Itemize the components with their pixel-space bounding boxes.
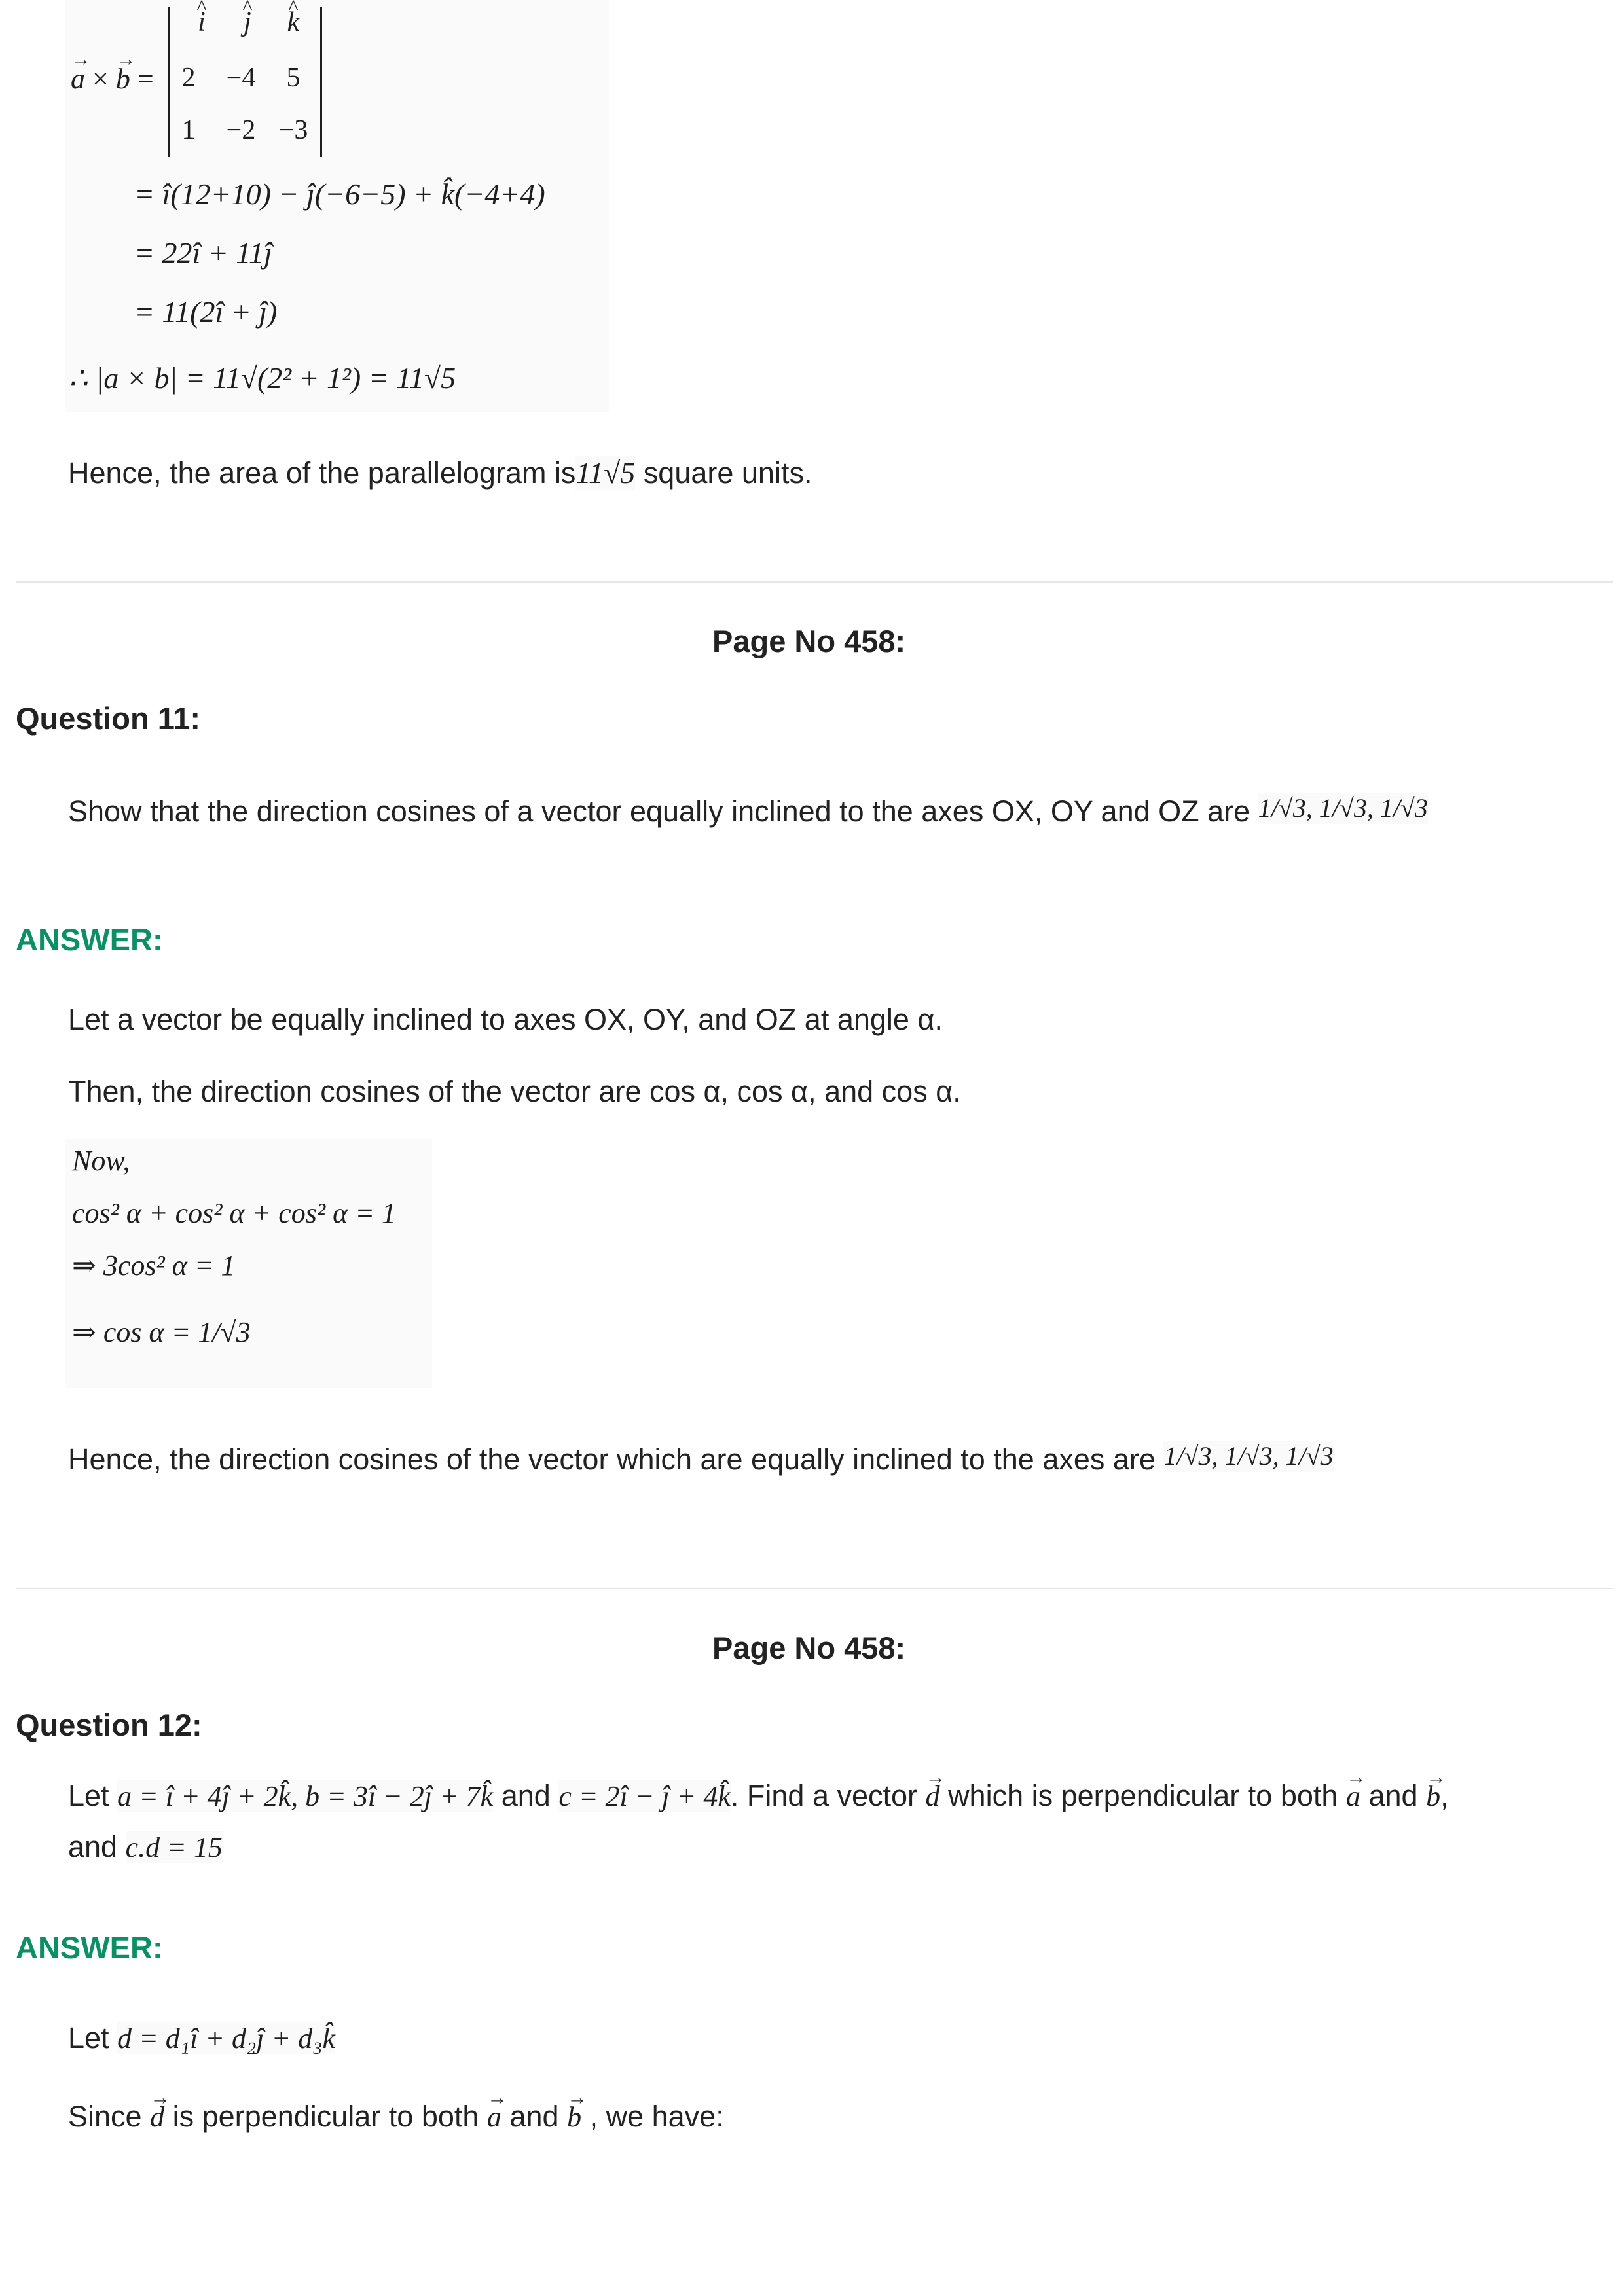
answer-math: → b — [567, 2100, 581, 2135]
step-2: = 22î + 11ĵ — [134, 236, 272, 270]
question-label: Question 11: — [16, 701, 201, 736]
conclusion-math: 1/√3, 1/√3, 1/√3 — [1163, 1441, 1334, 1471]
question-word: and — [68, 1830, 118, 1863]
q11-conclusion — [68, 1442, 1334, 1477]
question-math: c.d = 15 — [125, 1831, 223, 1863]
question-math: c = 2î − ĵ + 4k̂ — [558, 1780, 731, 1812]
question-math: → b — [1426, 1780, 1440, 1814]
step-1: = î(12+10) − ĵ(−6−5) + k̂(−4+4) — [134, 177, 545, 211]
det-cell: −4 — [226, 63, 256, 93]
question-text-line2 — [68, 1829, 223, 1865]
det-row-3 — [169, 115, 319, 160]
det-cell: 1 — [181, 115, 196, 145]
question-word: and — [1368, 1779, 1418, 1812]
det-cell-j: ^ j — [215, 7, 280, 38]
question-word: and — [501, 1779, 551, 1812]
answer-math: → d — [150, 2100, 164, 2135]
question-math: 1/√3, 1/√3, 1/√3 — [1258, 793, 1428, 823]
math-line-1: cos² α + cos² α + cos² α = 1 — [72, 1197, 396, 1229]
conclusion-text: Hence, the direction cosines of the vector which are equally inclined to the axes are — [68, 1443, 1156, 1476]
answer-word: , we have: — [589, 2100, 724, 2133]
answer-math: d = d₁î + d₂ĵ + d₃k̂ — [117, 2022, 336, 2054]
page-number: Page No 458: — [712, 1630, 906, 1665]
step-4: ∴ |a × b| = 11√(2² + 1²) = 11√5 — [69, 361, 456, 395]
divider — [16, 581, 1613, 583]
question-word: . Find a vector — [730, 1779, 918, 1812]
det-row-1 — [169, 7, 319, 52]
question-math: → a — [1346, 1780, 1360, 1814]
answer-word: Since — [68, 2100, 142, 2133]
question-math: → d — [926, 1780, 940, 1814]
math-line-2: ⇒ 3cos² α = 1 — [72, 1249, 236, 1282]
q10-conclusion — [68, 455, 812, 491]
answer-line: Then, the direction cosines of the vector are cos α, cos α, and cos α. — [68, 1075, 961, 1108]
answer-line: Let a vector be equally inclined to axes OX, OY, and OZ at angle α. — [68, 1003, 943, 1036]
conclusion-math: 11√5 — [575, 456, 636, 490]
answer-label: ANSWER: — [16, 1930, 163, 1965]
math-line-3: ⇒ cos α = 1/√3 — [72, 1316, 251, 1348]
det-cell: −3 — [278, 115, 308, 145]
question-word: which is perpendicular to both — [948, 1779, 1338, 1812]
det-cell: −2 — [226, 115, 256, 145]
math-now: Now, — [72, 1145, 130, 1177]
question-word: Let — [68, 1779, 109, 1812]
det-row-2 — [169, 62, 319, 108]
answer-label: ANSWER: — [16, 922, 163, 957]
conclusion-text: Hence, the area of the parallelogram is — [68, 456, 576, 490]
step-3: = 11(2î + ĵ) — [134, 295, 278, 329]
answer-word: Let — [68, 2021, 109, 2054]
det-cell-i: ^ i — [169, 7, 234, 38]
det-cell: 5 — [286, 63, 301, 93]
cross-product-label: → a × → b = — [71, 62, 154, 96]
conclusion-text: square units. — [643, 456, 812, 490]
divider — [16, 1588, 1613, 1589]
question-word: , — [1440, 1779, 1449, 1812]
question-text — [68, 794, 1428, 829]
det-cell-k: ^ k — [261, 7, 326, 38]
det-cell: 2 — [181, 63, 196, 93]
answer-word: is perpendicular to both — [172, 2100, 479, 2133]
question-math: a = î + 4ĵ + 2k̂, b = 3î − 2ĵ + 7k̂ — [117, 1780, 494, 1812]
answer-line — [68, 2020, 335, 2056]
answer-word: and — [509, 2100, 559, 2133]
answer-math: → a — [487, 2100, 501, 2135]
page-number: Page No 458: — [712, 624, 906, 658]
answer-line — [68, 2099, 724, 2135]
question-text — [68, 1778, 1449, 1814]
question-sentence: Show that the direction cosines of a vector equally inclined to the axes OX, OY and OZ are — [68, 795, 1250, 828]
question-label: Question 12: — [16, 1708, 202, 1742]
